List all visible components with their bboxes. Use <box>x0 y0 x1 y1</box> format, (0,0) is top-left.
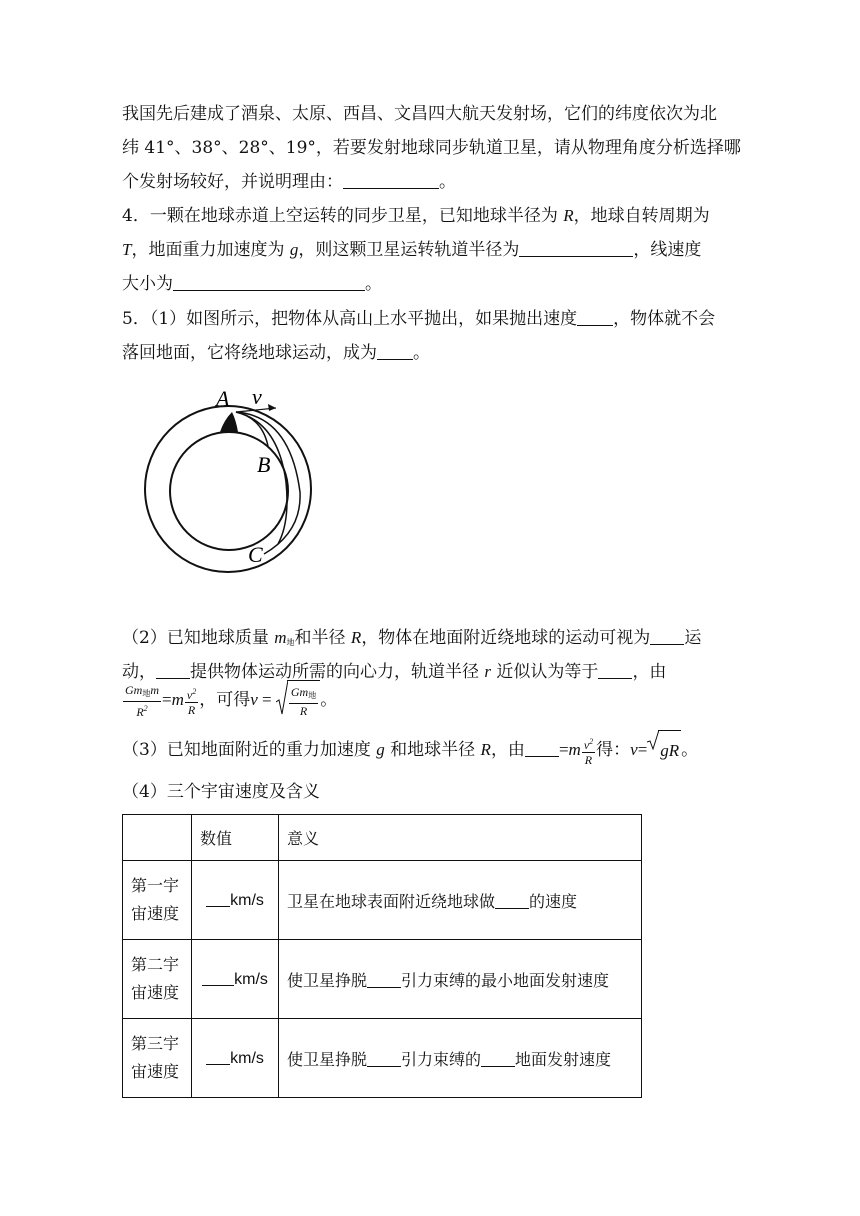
row-meaning <box>279 940 642 1019</box>
p2-force-blank[interactable] <box>156 662 190 679</box>
q3-answer-blank[interactable] <box>343 172 439 189</box>
q4-text-c: 大小为 <box>122 274 173 294</box>
q5-speed-blank[interactable] <box>577 309 613 326</box>
p3-g: g <box>376 740 385 759</box>
p2-text-d: 运 <box>684 628 702 648</box>
p2-r-big: R <box>350 628 362 647</box>
p2-line2-b: 提供物体运动所需的向心力，轨道半径 <box>190 662 485 682</box>
header-cell-meaning: 意义 <box>279 815 642 861</box>
meaning-blank[interactable] <box>367 971 401 988</box>
p2-formula-end: 。 <box>320 690 338 710</box>
q4-line-3 <box>122 274 382 294</box>
row-name-1: 第二宇 <box>131 955 180 974</box>
earth-circle <box>170 432 288 550</box>
p2-m: m <box>274 628 287 647</box>
label-v: v <box>252 384 262 409</box>
label-c: C <box>248 542 263 567</box>
q5-part2-line-2 <box>122 662 666 682</box>
p2-motion-blank[interactable] <box>650 628 684 645</box>
q5-line-2 <box>122 343 430 363</box>
q4-text-b: ，地面重力加速度为 <box>131 240 290 260</box>
label-a: A <box>216 386 230 411</box>
table-row <box>123 861 642 940</box>
header-cell-empty <box>123 815 192 861</box>
q4-text-c-end: 。 <box>365 274 382 294</box>
speed-sqrt: $\frac{Gm_地}{R}$ <box>276 680 320 721</box>
q5-intro-a: 5．（1）如图所示，把物体从高山上水平抛出，如果抛出速度 <box>122 309 578 329</box>
p2-text-b: 和半径 <box>294 628 351 648</box>
header-cell-value: 数值 <box>192 815 279 861</box>
row-value <box>192 940 279 1019</box>
trajectory-mid <box>236 412 287 544</box>
row-name-2: 宙速度 <box>131 904 180 923</box>
q4-text-a-end: ，地球自转周期为 <box>573 206 710 226</box>
meaning-a: 使卫星挣脱 <box>287 970 368 990</box>
centripetal-fraction: $\frac{v^2}{R}$ <box>186 686 197 717</box>
p2-line2-a: 动， <box>122 662 156 682</box>
row-value <box>192 1019 279 1098</box>
row-name <box>123 940 192 1019</box>
q5-satellite-blank[interactable] <box>377 343 413 360</box>
trajectory-b <box>236 412 268 446</box>
q3-line-2: 纬 41°、38°、28°、19°，若要发射地球同步轨道卫星，请从物理角度分析选择哪 <box>122 138 741 158</box>
q3-line-3 <box>122 172 456 192</box>
p3-blank[interactable] <box>525 740 559 757</box>
q4-text-a: 4．一颗在地球赤道上空运转的同步卫星，已知地球半径为 <box>122 206 564 226</box>
q5-part3-line: （3）已知地面附近的重力加速度 g 和地球半径 R，由 =m $\frac{v^2}{R}$ 得：v= gR 。 <box>122 730 698 770</box>
meaning-c: 地面发射速度 <box>515 1049 612 1069</box>
p2-r-small: r <box>484 662 492 681</box>
q4-radius-blank[interactable] <box>519 240 633 257</box>
p2-radius-blank[interactable] <box>598 662 632 679</box>
velocity-arrow-head <box>268 404 276 411</box>
q4-speed-blank[interactable] <box>173 274 365 291</box>
row-name-2: 宙速度 <box>131 1062 180 1081</box>
table-header-row <box>123 815 642 861</box>
q4-var-r: R <box>563 206 574 225</box>
p2-m-sub: 地 <box>286 638 295 647</box>
p2-formula-mid: ，可得 <box>199 690 251 710</box>
p2-line2-d: ，由 <box>632 662 667 682</box>
unit: km/s <box>234 971 268 988</box>
meaning-b: 引力束缚的最小地面发射速度 <box>401 970 610 990</box>
meaning-blank[interactable] <box>495 892 529 909</box>
p2-line2-c: 近似认为等于 <box>491 662 599 682</box>
row-name-1: 第一宇 <box>131 876 180 895</box>
meaning-a: 卫星在地球表面附近绕地球做 <box>287 891 496 911</box>
q5-intro-b: ，物体就不会 <box>613 309 716 329</box>
q4-var-g: g <box>289 240 299 259</box>
gravity-fraction: $\frac{Gm_地m}{R^2}$ <box>125 682 160 719</box>
row-name <box>123 861 192 940</box>
row-meaning <box>279 1019 642 1098</box>
p3-sqrt: gR <box>647 730 681 771</box>
q5-part4-title: （4）三个宇宙速度及含义 <box>122 782 320 802</box>
earth-orbit-figure <box>140 382 330 582</box>
row-name-2: 宙速度 <box>131 983 180 1002</box>
q4-text-b-end: ，线速度 <box>633 240 702 260</box>
q5-line-1 <box>122 309 715 329</box>
p2-text-a: （2）已知地球质量 <box>122 628 275 648</box>
value-blank[interactable] <box>206 890 230 907</box>
q5-part2-line-1 <box>122 628 701 653</box>
row-name <box>123 1019 192 1098</box>
p3-a: （3）已知地面附近的重力加速度 <box>122 740 377 760</box>
q5-intro2-a: 落回地面，它将绕地球运动，成为 <box>122 343 377 363</box>
meaning-a: 使卫星挣脱 <box>287 1049 368 1069</box>
p3-end: 。 <box>681 740 699 760</box>
unit: km/s <box>230 1050 264 1067</box>
label-b: B <box>257 452 271 477</box>
q4-var-t: T <box>122 240 132 259</box>
q3-line-3-text: 个发射场较好，并说明理由： <box>122 172 343 192</box>
value-blank[interactable] <box>206 1048 230 1065</box>
q4-line-1 <box>122 206 710 226</box>
meaning-b: 的速度 <box>529 891 578 911</box>
row-value <box>192 861 279 940</box>
row-meaning <box>279 861 642 940</box>
q4-line-2 <box>122 240 701 260</box>
q3-line-3-end: 。 <box>439 172 456 192</box>
value-blank[interactable] <box>202 969 234 986</box>
cosmic-speed-table <box>122 814 642 1098</box>
p2-text-c: ，物体在地面附近绕地球的运动可视为 <box>361 628 651 648</box>
table-row <box>123 1019 642 1098</box>
q5-part2-formula: $\frac{Gm_地m}{R^2}$ =m $\frac{v^2}{R}$ ，可得v = $\frac{Gm_地}{R}$ 。 <box>122 680 337 720</box>
meaning-blank[interactable] <box>367 1050 401 1067</box>
p3-b: 和地球半径 <box>384 740 481 760</box>
table-row <box>123 940 642 1019</box>
p3-fraction: $\frac{v^2}{R}$ <box>583 736 594 767</box>
p3-d: 得： <box>596 740 631 760</box>
q5-intro2-b: 。 <box>413 343 430 363</box>
p3-c: ，由 <box>490 740 525 760</box>
meaning-b: 引力束缚的 <box>401 1049 482 1069</box>
q4-text-b2: ，则这颗卫星运转轨道半径为 <box>298 240 520 260</box>
unit: km/s <box>230 892 264 909</box>
q3-line-1: 我国先后建成了酒泉、太原、西昌、文昌四大航天发射场，它们的纬度依次为北 <box>122 104 717 124</box>
meaning-blank-2[interactable] <box>481 1050 515 1067</box>
mountain <box>220 412 238 432</box>
p3-r: R <box>480 740 491 759</box>
row-name-1: 第三宇 <box>131 1034 180 1053</box>
